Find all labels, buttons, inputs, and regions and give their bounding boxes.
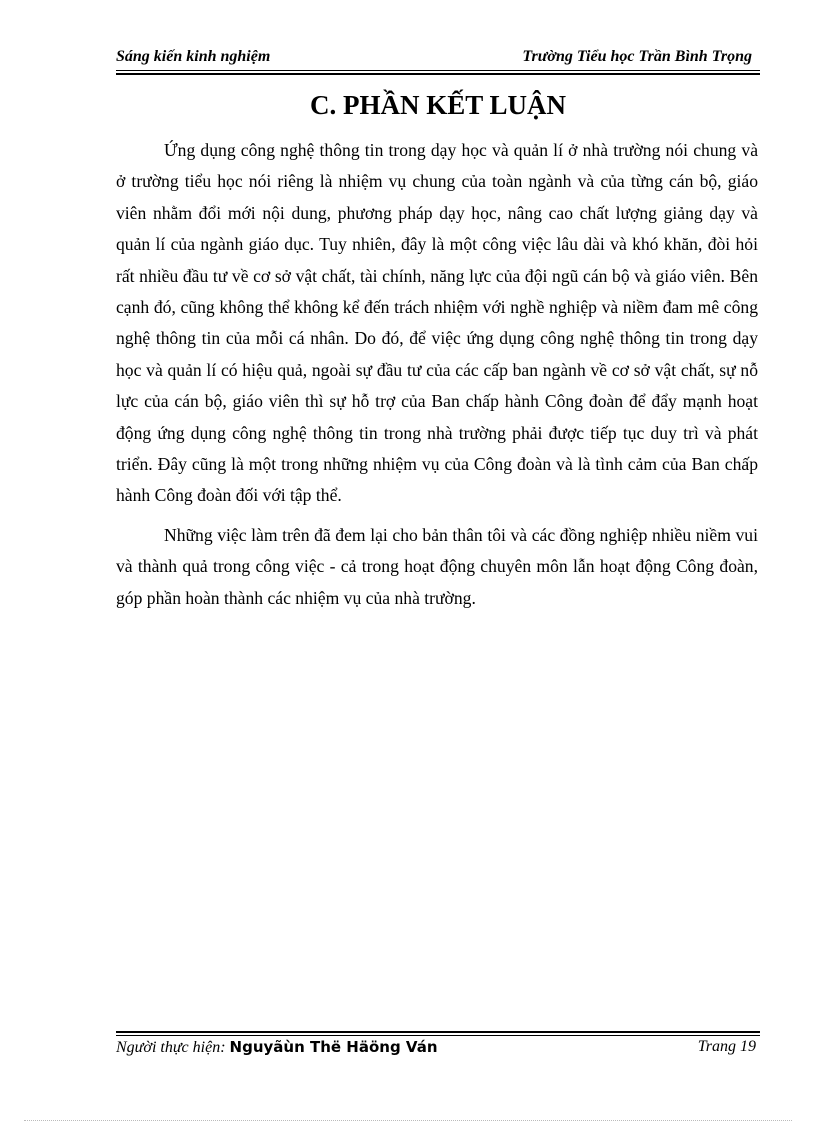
page-title: C. PHẦN KẾT LUẬN (309, 90, 567, 120)
footer-rule (116, 1035, 760, 1036)
page-header (116, 48, 760, 68)
footer-author-name: Nguyãùn Thë Häöng Ván (229, 1038, 438, 1056)
footer-author (116, 1038, 438, 1057)
header-right-text: Trường Tiểu học Trần Bình Trọng (522, 48, 752, 65)
footer-rule-thick (116, 1031, 760, 1033)
page-number: Trang 19 (697, 1038, 756, 1055)
header-rule-thick (116, 73, 760, 75)
header-left-text: Sáng kiến kinh nghiệm (116, 48, 271, 65)
footer-author-label: Người thực hiện: (116, 1039, 230, 1056)
paragraph-1: Ứng dụng công nghệ thông tin trong dạy học và quản lí ở nhà trường nói chung và ở trường tiểu học nói riêng là nhiệm vụ chung của toàn ngành và của từng cán bộ, giáo viên nhằm đổi mới nội dung, phương pháp dạy học, nâng cao chất lượng giảng dạy và quản lí của ngành giáo dục. Tuy nhiên, đây là một công việc lâu dài và khó khăn, đòi hỏi rất nhiều đầu tư về cơ sở vật chất, tài chính, năng lực của đội ngũ cán bộ và giáo viên. Bên cạnh đó, cũng không thể không kể đến trách nhiệm với nghề nghiệp và niềm đam mê công nghệ thông tin của mỗi cá nhân. Do đó, để việc ứng dụng công nghệ thông tin trong dạy học và quản lí có hiệu quả, ngoài sự đầu tư của các cấp ban ngành về cơ sở vật chất, sự nỗ lực của cán bộ, giáo viên thì sự hỗ trợ của Ban chấp hành Công đoàn để đẩy mạnh hoạt động ứng dụng công nghệ thông tin trong nhà trường phải được tiếp tục duy trì và phát triển. Đây cũng là một trong những nhiệm vụ của Công đoàn và là tình cảm của Ban chấp hành Công đoàn đối với tập thể. (116, 140, 758, 506)
body-text (116, 135, 758, 614)
page-edge-divider (24, 1120, 792, 1121)
paragraph-2: Những việc làm trên đã đem lại cho bản thân tôi và các đồng nghiệp nhiều niềm vui và thành quả trong công việc - cả trong hoạt động chuyên môn lẫn hoạt động Công đoàn, góp phần hoàn thành các nhiệm vụ của nhà trường. (116, 524, 758, 608)
header-rule (116, 70, 760, 71)
page-footer (116, 1038, 760, 1060)
